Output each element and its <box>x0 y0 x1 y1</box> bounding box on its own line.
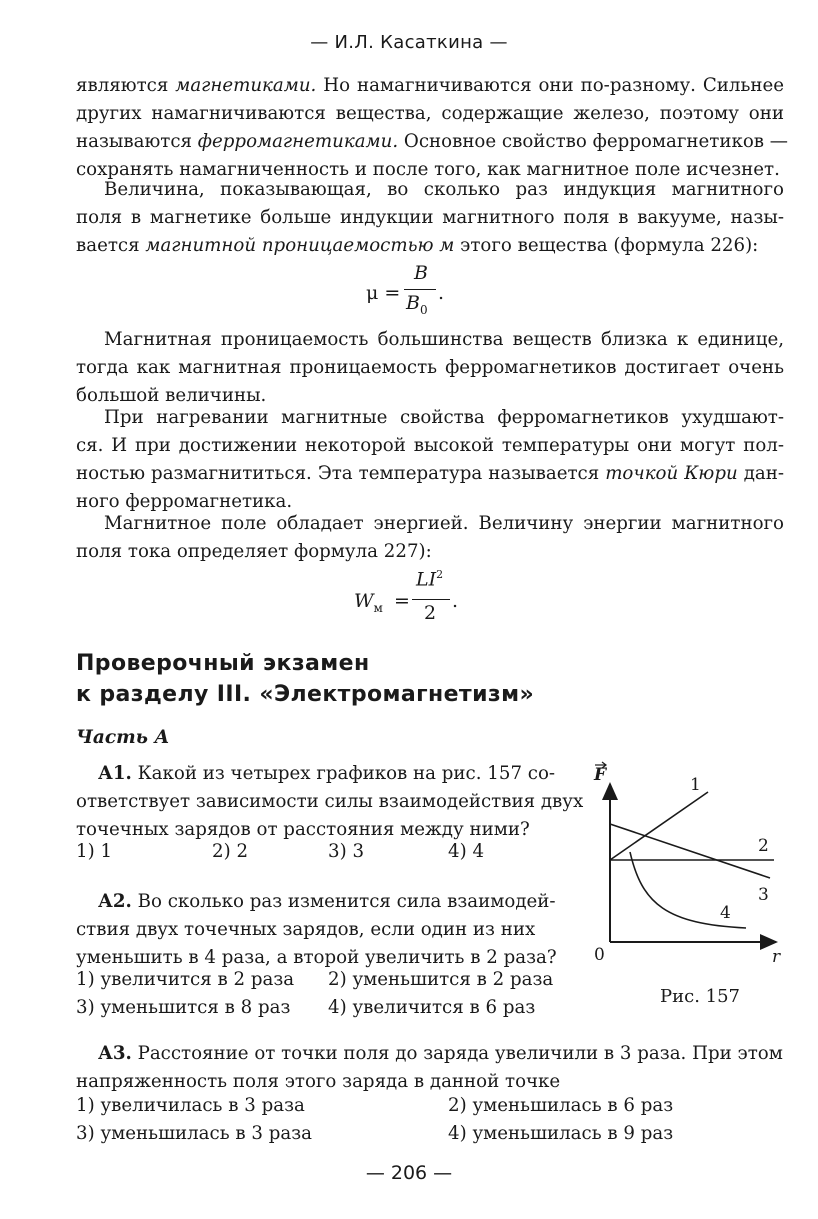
option-a2-1[interactable]: 1) увеличится в 2 раза <box>76 969 295 990</box>
paragraph-field-energy: Магнитное поле обладает энергией. Величину энергии магнитного поля тока определяет формула 227): <box>76 513 784 562</box>
option-a2-3[interactable]: 3) уменьшится в 8 раз <box>76 997 291 1018</box>
curve-label-3: 3 <box>758 885 769 905</box>
formula-field-energy: $W_м$ = $LI^2$ 2 . <box>354 568 459 624</box>
option-a1-3[interactable]: 3) 3 <box>328 841 365 862</box>
option-a1-2[interactable]: 2) 2 <box>212 841 249 862</box>
curve-label-2: 2 <box>758 836 769 856</box>
page-number: — 206 — <box>365 1162 453 1184</box>
paragraph-permeability-values: Магнитная проницаемость большинства веществ близка к единице, тогда как магнитная проницаемость ферромагнетиков достигает очень большой величины. <box>76 329 784 406</box>
question-a2: А2. Во сколько раз изменится сила взаимодей- ствия двух точечных зарядов, если один из них уменьшить в 4 раза, а второй увеличить в 2 раза? <box>76 891 557 968</box>
curve-3 <box>610 824 770 878</box>
running-header: — И.Л. Касаткина — <box>310 32 508 53</box>
option-a3-3[interactable]: 3) уменьшилась в 3 раза <box>76 1123 313 1144</box>
paragraph-curie-point: При нагревании магнитные свойства ферромагнетиков ухудшают- ся. И при достижении некоторой высокой температуры они могут пол- ностью размагнититься. Эта температура называется точкой Кюри дан- ного ферромагнетика. <box>76 407 785 512</box>
part-label: Часть А <box>76 727 170 748</box>
formula-permeability: μ = B $B_0$ . <box>366 262 445 317</box>
option-a2-4[interactable]: 4) увеличится в 6 раз <box>328 997 536 1018</box>
option-a3-2[interactable]: 2) уменьшилась в 6 раз <box>448 1095 674 1116</box>
paragraph-ferromagnetics: являются магнетиками. Но намагничиваются они по-разному. Сильнее других намагничиваются вещества, содержащие железо, поэтому они называются ферромагнетиками. Основное свойство ферромагнетиков — сохранять намагниченность и после того, как магнитное поле исчезнет. <box>76 75 788 180</box>
origin-label: 0 <box>594 945 605 965</box>
x-axis-label: r <box>772 947 781 967</box>
question-a1: А1. Какой из четырех графиков на рис. 157 со- ответствует зависимости силы взаимодействия двух точечных зарядов от расстояния между ними? <box>76 763 584 840</box>
paragraph-permeability: Величина, показывающая, во сколько раз индукция магнитного поля в магнетике больше индукции магнитного поля в вакууме, назы- вается магнитной проницаемостью м этого вещества (формула 226): <box>76 179 784 256</box>
option-a1-4[interactable]: 4) 4 <box>448 841 485 862</box>
y-axis-label: F <box>594 765 607 785</box>
section-heading: Проверочный экзамен к разделу III. «Электромагнетизм» <box>76 651 535 707</box>
options-a3 <box>76 1092 716 1148</box>
options-a2 <box>76 966 576 1022</box>
figure-caption: Рис. 157 <box>660 986 740 1007</box>
option-a3-1[interactable]: 1) увеличилась в 3 раза <box>76 1095 305 1116</box>
curve-1 <box>610 792 708 860</box>
option-a2-2[interactable]: 2) уменьшится в 2 раза <box>328 969 554 990</box>
options-a1 <box>76 838 556 866</box>
option-a3-4[interactable]: 4) уменьшилась в 9 раз <box>448 1123 674 1144</box>
curve-label-1: 1 <box>690 775 701 795</box>
question-a3: А3. Расстояние от точки поля до заряда увеличили в 3 раза. При этом напряженность поля этого заряда в данной точке <box>76 1043 783 1092</box>
curve-label-4: 4 <box>720 903 731 923</box>
figure-157 <box>586 756 786 970</box>
option-a1-1[interactable]: 1) 1 <box>76 841 113 862</box>
